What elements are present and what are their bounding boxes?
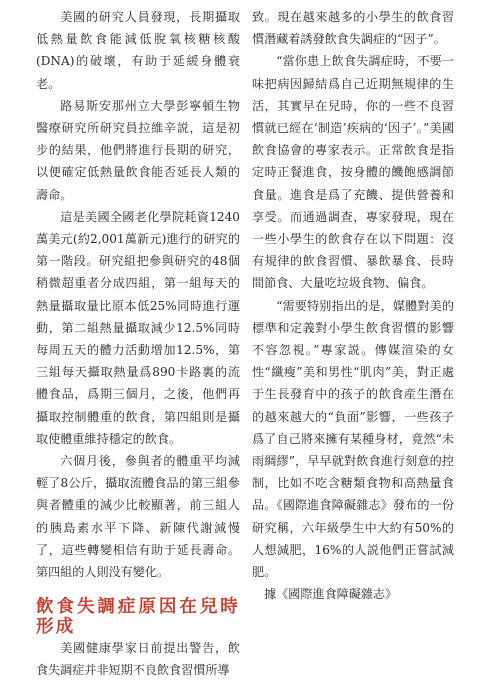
source-citation: 據《國際進食障礙雜志》 (264, 587, 398, 602)
left-column (36, 6, 240, 682)
paragraph-study-results: 六個月後，參與者的體重平均減輕了8公斤，攝取流體食品的第三組參與者體重的減少比較顯著，前三組人的胰島素水平下降、新陳代謝減慢了，這些轉變相信有助于延長壽命。第四組的人則没有變化。 (36, 454, 240, 580)
paragraph-researcher-quote: 路易斯安那州立大學彭寧頓生物醫療研究所研究員拉維辛説，這是初步的結果，他們將進行長期的研究，以便確定低熱量飲食能否延長人類的壽命。 (36, 98, 240, 202)
paragraph-study-design: 這是美國全國老化學院耗資1240萬美元(約2,001萬新元)進行的研究的第一階段。研究組把參與研究的48個稍微超重者分成四組，第一組每天的熱量攝取量比原本低25%同時進行運動，第二組熱量攝取減少12.5%同時每周五天的體力活動增加12.5%，第三組每天攝取熱量爲890卡路裏的流體食品，爲期三個月，之後，他們再攝取控制體重的飲食，第四組則是攝取使體重維持穩定的飲食。 (36, 209, 240, 446)
paragraph-eating-disorder-intro: 美國健康學家日前提出警告，飲食失調症并非短期不良飲食習慣所導 (36, 641, 240, 678)
right-column (252, 6, 454, 605)
paragraph-dna-finding: 美國的研究人員發現，長期攝取低熱量飲食能減低脫氧核糖核酸(DNA)的破壞，有助于延緩身體衰老。 (36, 10, 240, 91)
section-heading: 飲食失調症原因在兒時形成 (36, 597, 240, 638)
paragraph-continuation: 致。現在越來越多的小學生的飲食習慣潛藏着誘發飲食失調症的“因子”。 (252, 10, 454, 47)
paragraph-media-influence: “需要特别指出的是，媒體對美的標準和定義對小學生飲食習慣的影響不容忽視。”專家説。傳媒渲染的女性“纖瘦”美和男性“肌肉”美，對正處于生長發育中的孩子的飲食産生潛在的越來越大的“負面”影響，一些孩子爲了自己將來擁有某種身材，竟然“未雨綢繆”，早早就對飲食進行刻意的控制，比如不吃含糖類食物和高熱量食品。《國際進食障礙雜志》發布的一份研究稱，六年級學生中大約有50%的人想減肥，16%的人説他們正嘗試減肥。 (252, 298, 454, 580)
paragraph-expert-statement: “當你患上飲食失調症時，不要一味把病因歸結爲自己近期無規律的生活，其實早在兒時，你的一些不良習慣就已經在‘制造’疾病的‘因子’。”美國飲食協會的專家表示。正常飲食是指定時正餐進食，按身體的饑飽感調節食量。進食是爲了充饑、提供營養和享受。而通過調查，專家發現，現在一些小學生的飲食存在以下問題：沒有規律的飲食習慣、暴飲暴食、長時間節食、大量吃垃圾食物、偏食。 (252, 54, 454, 291)
